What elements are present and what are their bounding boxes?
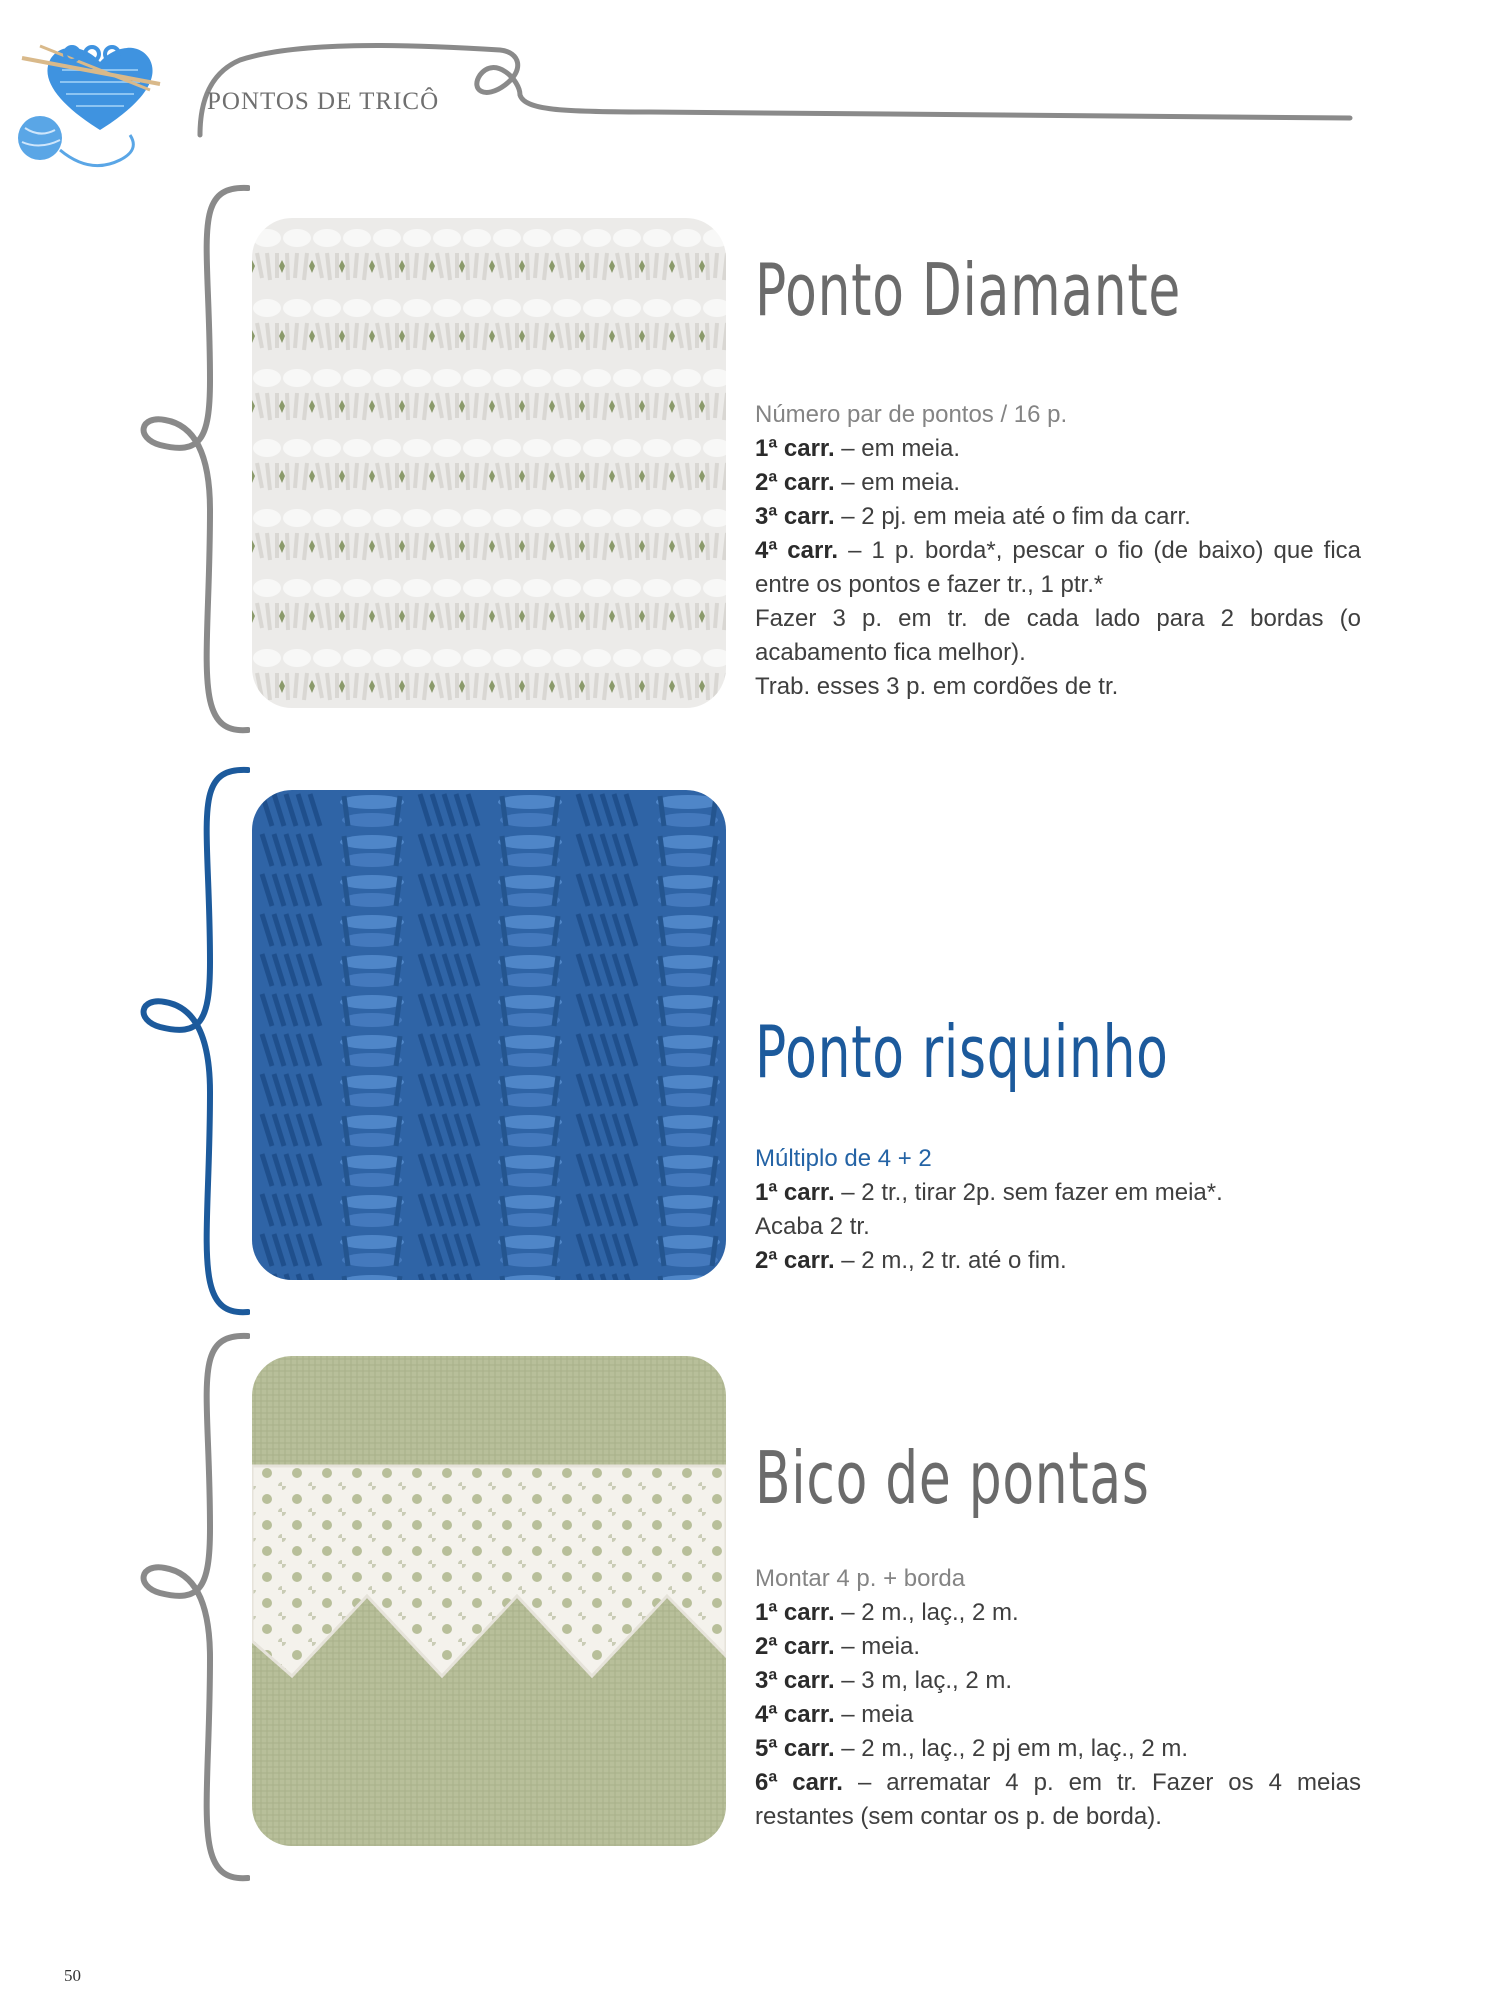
section-body-ponto-diamante (755, 398, 1361, 704)
section-subtitle: Montar 4 p. + borda (755, 1565, 966, 1592)
section-title-ponto-risquinho: Ponto risquinho (755, 1010, 1169, 1094)
instruction-row: 5ª carr. – 2 m., laç., 2 pj em m, laç., 2 m. (755, 1735, 1189, 1762)
page-number: 50 (64, 1966, 81, 1985)
section-body-bico-de-pontas (755, 1562, 1361, 1834)
instruction-row: 1ª carr. – 2 tr., tirar 2p. sem fazer em meia*. (755, 1179, 1223, 1206)
instruction-row: 4ª carr. – 1 p. borda*, pescar o fio (de baixo) que fica entre os pontos e fazer tr., 1 ptr.* (755, 537, 1361, 598)
swatch-image-ponto-risquinho (252, 790, 726, 1280)
instruction-row: 4ª carr. – meia (755, 1701, 914, 1728)
instruction-row: 3ª carr. – 3 m, laç., 2 m. (755, 1667, 1013, 1694)
swatch-image-bico-de-pontas (252, 1356, 726, 1846)
bracket-decoration (130, 762, 250, 1322)
yarn-heart-logo (18, 46, 160, 166)
section-body-ponto-risquinho (755, 1142, 1361, 1278)
swatch-image-ponto-diamante (252, 218, 726, 708)
instruction-row: 1ª carr. – 2 m., laç., 2 m. (755, 1599, 1019, 1626)
section-subtitle: Número par de pontos / 16 p. (755, 401, 1068, 428)
section-title-bico-de-pontas: Bico de pontas (755, 1436, 1150, 1520)
header-title: PONTOS DE TRICÔ (207, 88, 440, 115)
instruction-row: 1ª carr. – em meia. (755, 435, 961, 462)
instruction-row: 3ª carr. – 2 pj. em meia até o fim da carr. (755, 503, 1191, 530)
instruction-note: Trab. esses 3 p. em cordões de tr. (755, 673, 1119, 700)
instruction-row: 6ª carr. – arrematar 4 p. em tr. Fazer os 4 meias restantes (sem contar os p. de borda). (755, 1769, 1362, 1830)
instruction-row: 2ª carr. – meia. (755, 1633, 920, 1660)
instruction-row: Acaba 2 tr. (755, 1213, 870, 1240)
bracket-decoration (130, 180, 250, 740)
section-title-ponto-diamante: Ponto Diamante (755, 248, 1182, 332)
instruction-row: 2ª carr. – em meia. (755, 469, 961, 496)
instruction-note: Fazer 3 p. em tr. de cada lado para 2 bordas (o acabamento fica melhor). (755, 605, 1361, 666)
bracket-decoration (130, 1328, 250, 1888)
section-subtitle: Múltiplo de 4 + 2 (755, 1145, 932, 1172)
instruction-row: 2ª carr. – 2 m., 2 tr. até o fim. (755, 1247, 1067, 1274)
